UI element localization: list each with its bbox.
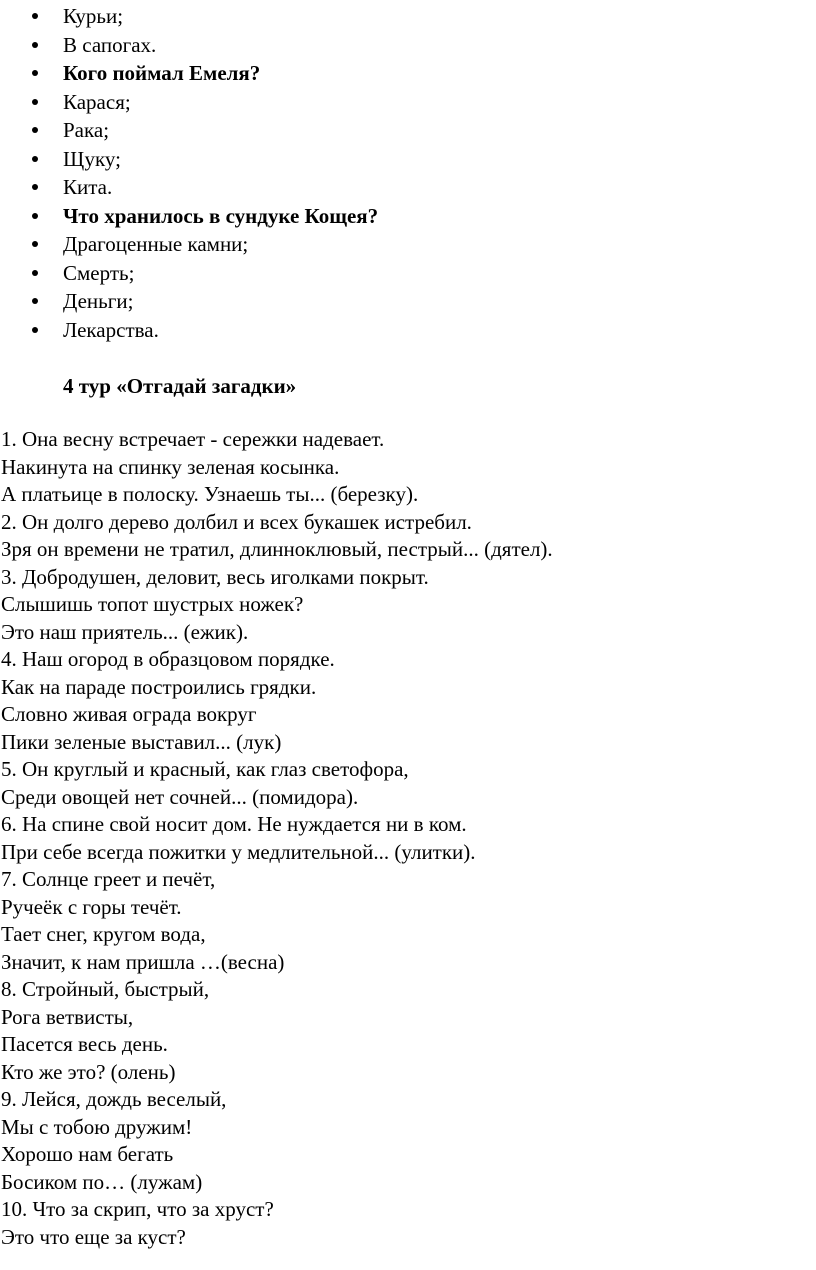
riddle-line: Слышишь топот шустрых ножек? xyxy=(1,592,304,616)
riddle-line: Хорошо нам бегать xyxy=(1,1142,174,1166)
list-item-text: Рака; xyxy=(63,118,110,142)
list-item xyxy=(0,259,816,288)
list-item xyxy=(0,173,816,202)
bullet-icon xyxy=(32,213,38,219)
riddle-line: Пики зеленые выставил... (лук) xyxy=(1,729,282,754)
list-item-text: Смерть; xyxy=(63,260,135,285)
quiz-question xyxy=(0,202,816,231)
section-heading: 4 тур «Отгадай загадки» xyxy=(63,374,297,398)
list-item xyxy=(0,230,816,259)
quiz-question xyxy=(0,59,816,88)
quiz-answer-list xyxy=(0,2,816,344)
bullet-icon xyxy=(32,327,38,333)
riddle-line: Кто же это? (олень) xyxy=(1,1059,176,1084)
riddle-line: Зря он времени не тратил, длинноклювый, пестрый... (дятел). xyxy=(1,537,553,561)
list-item xyxy=(0,145,816,174)
riddle-line: 5. Он круглый и красный, как глаз светофора, xyxy=(1,757,409,781)
list-item-text: Драгоценные камни; xyxy=(63,232,249,256)
bullet-icon xyxy=(32,127,38,133)
list-item-text: Щуку; xyxy=(63,146,121,171)
riddle-line: Как на параде построились грядки. xyxy=(1,674,317,699)
riddle-line: 2. Он долго дерево долбил и всех букашек истребил. xyxy=(1,509,472,534)
riddle-line: При себе всегда пожитки у медлительной... (улитки). xyxy=(1,839,476,864)
list-item-text: В сапогах. xyxy=(63,32,157,57)
bullet-icon xyxy=(32,270,38,276)
riddle-line: Тает снег, кругом вода, xyxy=(1,922,206,946)
bullet-icon xyxy=(32,42,38,48)
bullet-icon xyxy=(32,70,38,76)
riddle-line: Словно живая ограда вокруг xyxy=(1,702,257,726)
list-item-text: Деньги; xyxy=(63,289,134,313)
riddle-line: Рога ветвисты, xyxy=(1,1004,134,1029)
riddle-line: 1. Она весну встречает - сережки надевает. xyxy=(1,427,385,451)
list-item xyxy=(0,287,816,316)
list-item-text: Что хранилось в сундуке Кощея? xyxy=(63,203,379,228)
riddle-line: Пасется весь день. xyxy=(1,1032,168,1056)
bullet-icon xyxy=(32,13,38,19)
riddle-line: Босиком по… (лужам) xyxy=(1,1169,203,1194)
riddles-block xyxy=(1,426,811,1251)
bullet-icon xyxy=(32,156,38,162)
riddle-line: Накинута на спинку зеленая косынка. xyxy=(1,454,340,479)
riddle-line: 4. Наш огород в образцовом порядке. xyxy=(1,647,335,671)
list-item xyxy=(0,2,816,31)
riddle-line: 8. Стройный, быстрый, xyxy=(1,977,210,1001)
list-item-text: Карася; xyxy=(63,89,131,114)
list-item xyxy=(0,31,816,60)
list-item-text: Кого поймал Емеля? xyxy=(63,61,261,85)
riddle-line: Это что еще за куст? xyxy=(1,1224,186,1249)
riddle-line: Ручеёк с горы течёт. xyxy=(1,894,182,919)
bullet-icon xyxy=(32,241,38,247)
riddle-line: Среди овощей нет сочней... (помидора). xyxy=(1,784,359,809)
riddle-line: А платьице в полоску. Узнаешь ты... (березку). xyxy=(1,482,419,506)
bullet-icon xyxy=(32,99,38,105)
bullet-icon xyxy=(32,298,38,304)
riddle-line: 6. На спине свой носит дом. Не нуждается ни в ком. xyxy=(1,812,467,836)
list-item xyxy=(0,88,816,117)
riddle-line: 7. Солнце греет и печёт, xyxy=(1,867,216,891)
list-item-text: Кита. xyxy=(63,175,113,199)
riddle-line: 9. Лейся, дождь веселый, xyxy=(1,1087,227,1111)
list-item xyxy=(0,116,816,145)
riddle-line: Это наш приятель... (ежик). xyxy=(1,619,249,644)
riddle-line: 3. Добродушен, деловит, весь иголками покрыт. xyxy=(1,564,429,589)
bullet-icon xyxy=(32,184,38,190)
list-item-text: Курьи; xyxy=(63,4,124,28)
riddle-line: Мы с тобою дружим! xyxy=(1,1114,193,1139)
list-item-text: Лекарства. xyxy=(63,317,159,342)
list-item xyxy=(0,316,816,345)
riddle-line: Значит, к нам пришла …(весна) xyxy=(1,949,285,974)
riddle-line: 10. Что за скрип, что за хруст? xyxy=(1,1197,274,1221)
